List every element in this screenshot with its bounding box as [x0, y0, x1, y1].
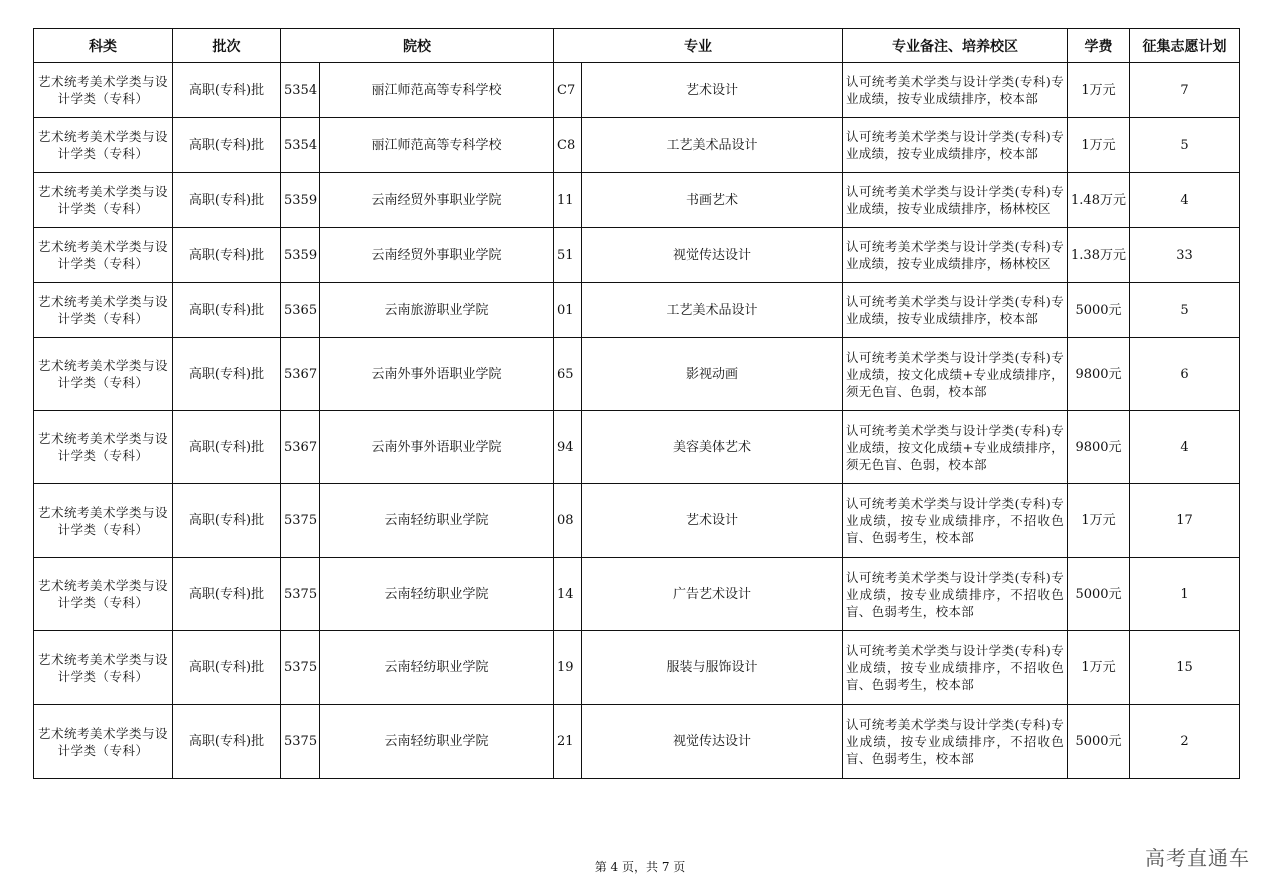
cell-major-code: 01 — [554, 283, 582, 338]
cell-school-code: 5375 — [281, 558, 320, 631]
cell-major-code: 65 — [554, 338, 582, 411]
cell-fee: 1万元 — [1068, 63, 1130, 118]
cell-fee: 9800元 — [1068, 411, 1130, 484]
cell-major-code: 14 — [554, 558, 582, 631]
table-row — [34, 705, 1240, 779]
cell-notes: 认可统考美术学类与设计学类(专科)专业成绩，按专业成绩排序，校本部 — [843, 118, 1068, 173]
cell-school-name: 丽江师范高等专科学校 — [320, 63, 554, 118]
header-major: 专业 — [554, 29, 843, 63]
table-body — [34, 63, 1240, 779]
cell-fee: 1.48万元 — [1068, 173, 1130, 228]
cell-school-name: 云南外事外语职业学院 — [320, 338, 554, 411]
cell-major-code: 21 — [554, 705, 582, 779]
cell-school-code: 5367 — [281, 338, 320, 411]
cell-category: 艺术统考美术学类与设计学类（专科） — [34, 173, 173, 228]
cell-fee: 5000元 — [1068, 705, 1130, 779]
cell-batch: 高职(专科)批 — [173, 283, 281, 338]
cell-major-name: 服装与服饰设计 — [582, 631, 843, 705]
cell-batch: 高职(专科)批 — [173, 631, 281, 705]
cell-school-name: 云南轻纺职业学院 — [320, 558, 554, 631]
header-category: 科类 — [34, 29, 173, 63]
cell-plan: 6 — [1130, 338, 1240, 411]
cell-category: 艺术统考美术学类与设计学类（专科） — [34, 484, 173, 558]
cell-school-code: 5375 — [281, 705, 320, 779]
cell-notes: 认可统考美术学类与设计学类(专科)专业成绩，按文化成绩+专业成绩排序，须无色盲、色弱，校本部 — [843, 411, 1068, 484]
header-fee: 学费 — [1068, 29, 1130, 63]
cell-plan: 5 — [1130, 118, 1240, 173]
cell-major-code: 08 — [554, 484, 582, 558]
cell-notes: 认可统考美术学类与设计学类(专科)专业成绩，按文化成绩+专业成绩排序，须无色盲、色弱，校本部 — [843, 338, 1068, 411]
cell-major-name: 广告艺术设计 — [582, 558, 843, 631]
header-school: 院校 — [281, 29, 554, 63]
cell-batch: 高职(专科)批 — [173, 411, 281, 484]
cell-batch: 高职(专科)批 — [173, 228, 281, 283]
cell-fee: 1万元 — [1068, 484, 1130, 558]
header-batch: 批次 — [173, 29, 281, 63]
cell-batch: 高职(专科)批 — [173, 705, 281, 779]
cell-notes: 认可统考美术学类与设计学类(专科)专业成绩，按专业成绩排序，不招收色盲、色弱考生，校本部 — [843, 631, 1068, 705]
table-row — [34, 283, 1240, 338]
enrollment-table — [33, 28, 1240, 779]
cell-notes: 认可统考美术学类与设计学类(专科)专业成绩，按专业成绩排序，不招收色盲、色弱考生，校本部 — [843, 484, 1068, 558]
cell-batch: 高职(专科)批 — [173, 118, 281, 173]
cell-school-name: 云南轻纺职业学院 — [320, 705, 554, 779]
cell-category: 艺术统考美术学类与设计学类（专科） — [34, 338, 173, 411]
cell-major-code: 51 — [554, 228, 582, 283]
cell-fee: 1万元 — [1068, 118, 1130, 173]
cell-major-name: 视觉传达设计 — [582, 228, 843, 283]
table-row — [34, 631, 1240, 705]
cell-notes: 认可统考美术学类与设计学类(专科)专业成绩，按专业成绩排序，杨林校区 — [843, 173, 1068, 228]
table-row — [34, 63, 1240, 118]
cell-school-name: 丽江师范高等专科学校 — [320, 118, 554, 173]
cell-fee: 1.38万元 — [1068, 228, 1130, 283]
table-row — [34, 484, 1240, 558]
header-notes: 专业备注、培养校区 — [843, 29, 1068, 63]
cell-school-code: 5375 — [281, 484, 320, 558]
page-footer: 第 4 页，共 7 页 — [594, 860, 686, 874]
cell-school-name: 云南经贸外事职业学院 — [320, 173, 554, 228]
header-row — [34, 29, 1240, 63]
cell-category: 艺术统考美术学类与设计学类（专科） — [34, 118, 173, 173]
cell-plan: 4 — [1130, 411, 1240, 484]
table-row — [34, 338, 1240, 411]
cell-major-name: 艺术设计 — [582, 63, 843, 118]
cell-category: 艺术统考美术学类与设计学类（专科） — [34, 631, 173, 705]
cell-plan: 33 — [1130, 228, 1240, 283]
cell-plan: 15 — [1130, 631, 1240, 705]
cell-school-code: 5354 — [281, 63, 320, 118]
cell-batch: 高职(专科)批 — [173, 558, 281, 631]
cell-category: 艺术统考美术学类与设计学类（专科） — [34, 283, 173, 338]
cell-batch: 高职(专科)批 — [173, 63, 281, 118]
cell-fee: 1万元 — [1068, 631, 1130, 705]
cell-major-code: 19 — [554, 631, 582, 705]
cell-school-code: 5367 — [281, 411, 320, 484]
cell-batch: 高职(专科)批 — [173, 173, 281, 228]
cell-major-code: 11 — [554, 173, 582, 228]
cell-plan: 17 — [1130, 484, 1240, 558]
cell-school-code: 5359 — [281, 173, 320, 228]
cell-major-name: 工艺美术品设计 — [582, 283, 843, 338]
cell-plan: 5 — [1130, 283, 1240, 338]
table-row — [34, 411, 1240, 484]
cell-school-code: 5375 — [281, 631, 320, 705]
cell-fee: 5000元 — [1068, 558, 1130, 631]
cell-school-name: 云南轻纺职业学院 — [320, 631, 554, 705]
cell-major-name: 艺术设计 — [582, 484, 843, 558]
cell-notes: 认可统考美术学类与设计学类(专科)专业成绩，按专业成绩排序，不招收色盲、色弱考生，校本部 — [843, 558, 1068, 631]
cell-category: 艺术统考美术学类与设计学类（专科） — [34, 411, 173, 484]
cell-fee: 5000元 — [1068, 283, 1130, 338]
cell-major-name: 影视动画 — [582, 338, 843, 411]
cell-plan: 1 — [1130, 558, 1240, 631]
cell-notes: 认可统考美术学类与设计学类(专科)专业成绩，按专业成绩排序，校本部 — [843, 283, 1068, 338]
cell-major-name: 书画艺术 — [582, 173, 843, 228]
cell-batch: 高职(专科)批 — [173, 338, 281, 411]
cell-notes: 认可统考美术学类与设计学类(专科)专业成绩，按专业成绩排序，不招收色盲、色弱考生，校本部 — [843, 705, 1068, 779]
cell-notes: 认可统考美术学类与设计学类(专科)专业成绩，按专业成绩排序，杨林校区 — [843, 228, 1068, 283]
cell-school-name: 云南外事外语职业学院 — [320, 411, 554, 484]
cell-major-name: 工艺美术品设计 — [582, 118, 843, 173]
table-row — [34, 228, 1240, 283]
cell-major-name: 视觉传达设计 — [582, 705, 843, 779]
cell-school-name: 云南经贸外事职业学院 — [320, 228, 554, 283]
cell-major-code: C8 — [554, 118, 582, 173]
cell-category: 艺术统考美术学类与设计学类（专科） — [34, 705, 173, 779]
cell-plan: 2 — [1130, 705, 1240, 779]
cell-major-code: 94 — [554, 411, 582, 484]
cell-school-name: 云南旅游职业学院 — [320, 283, 554, 338]
cell-school-code: 5365 — [281, 283, 320, 338]
cell-major-name: 美容美体艺术 — [582, 411, 843, 484]
header-plan: 征集志愿计划 — [1130, 29, 1240, 63]
cell-school-name: 云南轻纺职业学院 — [320, 484, 554, 558]
cell-category: 艺术统考美术学类与设计学类（专科） — [34, 63, 173, 118]
cell-batch: 高职(专科)批 — [173, 484, 281, 558]
cell-plan: 4 — [1130, 173, 1240, 228]
table-row — [34, 173, 1240, 228]
cell-major-code: C7 — [554, 63, 582, 118]
watermark: 高考直通车 — [1145, 846, 1250, 870]
cell-school-code: 5354 — [281, 118, 320, 173]
cell-category: 艺术统考美术学类与设计学类（专科） — [34, 558, 173, 631]
cell-category: 艺术统考美术学类与设计学类（专科） — [34, 228, 173, 283]
cell-plan: 7 — [1130, 63, 1240, 118]
table-row — [34, 558, 1240, 631]
cell-notes: 认可统考美术学类与设计学类(专科)专业成绩，按专业成绩排序，校本部 — [843, 63, 1068, 118]
table-row — [34, 118, 1240, 173]
cell-fee: 9800元 — [1068, 338, 1130, 411]
cell-school-code: 5359 — [281, 228, 320, 283]
